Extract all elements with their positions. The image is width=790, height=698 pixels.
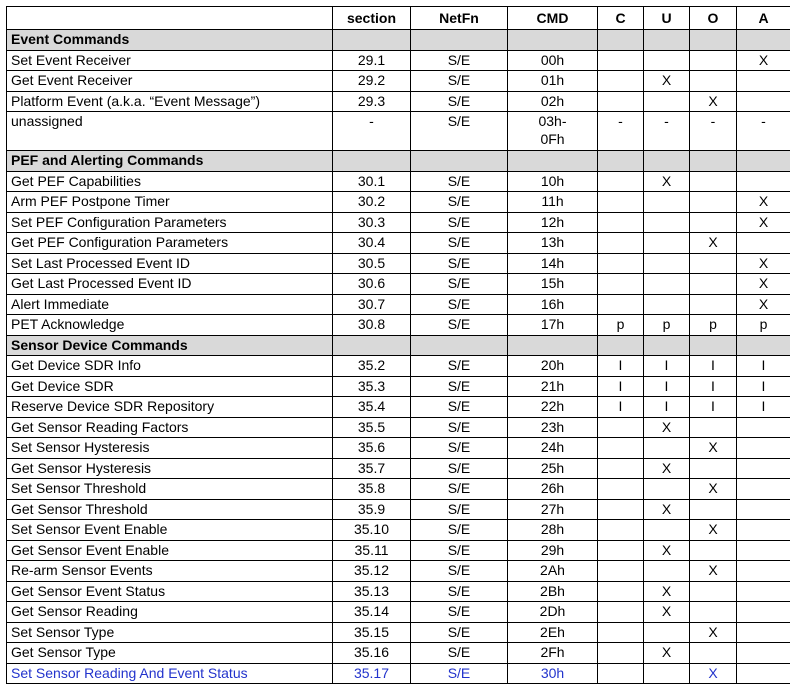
cell-netfn: S/E: [411, 294, 508, 315]
cell-c: [598, 274, 644, 295]
table-row: [7, 356, 790, 377]
cell-a: X: [737, 294, 790, 315]
cell-cmd: 2Eh: [508, 622, 598, 643]
cell-netfn: S/E: [411, 581, 508, 602]
table-row: [7, 274, 790, 295]
cell-section: 30.8: [333, 315, 411, 336]
cell-section: 29.3: [333, 91, 411, 112]
cell-c: [598, 663, 644, 684]
cell-a: I: [737, 356, 790, 377]
cell-cmd: 03h- 0Fh: [508, 112, 598, 151]
cell-u: X: [644, 581, 690, 602]
cell-command: Set Sensor Type: [7, 622, 333, 643]
cell-netfn: S/E: [411, 417, 508, 438]
cell-c: [598, 212, 644, 233]
table-row: [7, 581, 790, 602]
table-row: [7, 212, 790, 233]
group-header-row: [7, 30, 790, 51]
cell-section: 35.4: [333, 397, 411, 418]
cell-section: 29.2: [333, 71, 411, 92]
cell-cmd: 25h: [508, 458, 598, 479]
cell-cmd: 16h: [508, 294, 598, 315]
cell-o: [690, 499, 737, 520]
cell-cmd: 23h: [508, 417, 598, 438]
group-header-blank-cell: [737, 151, 790, 172]
cell-c: [598, 540, 644, 561]
cell-o: [690, 212, 737, 233]
cell-netfn: S/E: [411, 561, 508, 582]
cell-command: Get Device SDR Info: [7, 356, 333, 377]
cell-cmd: 2Bh: [508, 581, 598, 602]
cell-command: Set Sensor Hysteresis: [7, 438, 333, 459]
cell-command: Set Sensor Event Enable: [7, 520, 333, 541]
table-row: [7, 438, 790, 459]
cell-a: [737, 499, 790, 520]
table-row: [7, 192, 790, 213]
cell-c: [598, 71, 644, 92]
cell-cmd: 22h: [508, 397, 598, 418]
cell-section: 30.6: [333, 274, 411, 295]
table-row: [7, 253, 790, 274]
cell-a: I: [737, 397, 790, 418]
cell-command: Get Sensor Reading: [7, 602, 333, 623]
cell-o: [690, 50, 737, 71]
group-header-blank-cell: [411, 151, 508, 172]
cell-a: X: [737, 212, 790, 233]
cell-c: [598, 253, 644, 274]
cell-cmd: 13h: [508, 233, 598, 254]
table-row: [7, 540, 790, 561]
table-row: [7, 417, 790, 438]
cell-o: -: [690, 112, 737, 151]
cell-u: [644, 622, 690, 643]
cell-c: [598, 479, 644, 500]
cell-command: Get PEF Configuration Parameters: [7, 233, 333, 254]
cell-a: p: [737, 315, 790, 336]
cell-u: [644, 192, 690, 213]
cell-command: Get Sensor Reading Factors: [7, 417, 333, 438]
cell-cmd: 2Fh: [508, 643, 598, 664]
cell-a: X: [737, 192, 790, 213]
table-row: [7, 233, 790, 254]
cell-c: [598, 50, 644, 71]
header-o: O: [690, 7, 737, 30]
cell-netfn: S/E: [411, 397, 508, 418]
cell-u: X: [644, 499, 690, 520]
cell-cmd: 20h: [508, 356, 598, 377]
cell-section: 30.2: [333, 192, 411, 213]
cell-cmd: 01h: [508, 71, 598, 92]
cell-netfn: S/E: [411, 622, 508, 643]
table-row: [7, 71, 790, 92]
table-row: [7, 499, 790, 520]
cell-u: X: [644, 417, 690, 438]
cell-c: [598, 417, 644, 438]
cell-section: 35.12: [333, 561, 411, 582]
cell-section: 35.5: [333, 417, 411, 438]
cell-netfn: S/E: [411, 91, 508, 112]
cell-cmd: 24h: [508, 438, 598, 459]
cell-netfn: S/E: [411, 663, 508, 684]
cell-o: I: [690, 356, 737, 377]
cell-u: I: [644, 397, 690, 418]
cell-o: [690, 540, 737, 561]
cell-u: [644, 253, 690, 274]
cell-netfn: S/E: [411, 171, 508, 192]
cell-command: Set Sensor Reading And Event Status: [7, 663, 333, 684]
cell-netfn: S/E: [411, 315, 508, 336]
group-header-blank-cell: [690, 335, 737, 356]
cell-o: X: [690, 479, 737, 500]
cell-netfn: S/E: [411, 274, 508, 295]
cell-netfn: S/E: [411, 253, 508, 274]
cell-o: X: [690, 561, 737, 582]
cell-section: 30.5: [333, 253, 411, 274]
cell-command: Get Sensor Type: [7, 643, 333, 664]
cell-a: [737, 458, 790, 479]
cell-u: X: [644, 602, 690, 623]
cell-u: [644, 438, 690, 459]
cell-o: X: [690, 622, 737, 643]
table-row: [7, 643, 790, 664]
cell-command: Re-arm Sensor Events: [7, 561, 333, 582]
cell-o: X: [690, 663, 737, 684]
cell-section: 35.8: [333, 479, 411, 500]
cell-section: 35.14: [333, 602, 411, 623]
cell-u: [644, 233, 690, 254]
group-header-blank-cell: [737, 30, 790, 51]
cell-command: Set Last Processed Event ID: [7, 253, 333, 274]
group-header-row: [7, 335, 790, 356]
table-row: [7, 50, 790, 71]
cell-cmd: 21h: [508, 376, 598, 397]
cell-a: [737, 520, 790, 541]
cell-cmd: 26h: [508, 479, 598, 500]
table-row: [7, 622, 790, 643]
table-row: [7, 376, 790, 397]
cell-netfn: S/E: [411, 438, 508, 459]
cell-u: [644, 294, 690, 315]
cell-c: [598, 561, 644, 582]
cell-netfn: S/E: [411, 520, 508, 541]
cell-netfn: S/E: [411, 233, 508, 254]
cell-o: [690, 192, 737, 213]
cell-a: [737, 417, 790, 438]
cell-netfn: S/E: [411, 540, 508, 561]
cell-u: p: [644, 315, 690, 336]
cell-u: X: [644, 71, 690, 92]
group-header-row: [7, 151, 790, 172]
cell-netfn: S/E: [411, 192, 508, 213]
cell-c: I: [598, 376, 644, 397]
cell-u: [644, 91, 690, 112]
cell-a: [737, 540, 790, 561]
group-title: Sensor Device Commands: [7, 335, 333, 356]
cell-c: [598, 602, 644, 623]
table-row: [7, 91, 790, 112]
cell-a: [737, 561, 790, 582]
cell-a: [737, 479, 790, 500]
cell-u: [644, 663, 690, 684]
command-table: [6, 6, 790, 684]
cell-a: [737, 602, 790, 623]
cell-u: -: [644, 112, 690, 151]
table-body: [7, 30, 790, 684]
group-header-blank-cell: [598, 151, 644, 172]
header-section: section: [333, 7, 411, 30]
cell-cmd: 29h: [508, 540, 598, 561]
group-header-blank-cell: [644, 30, 690, 51]
cell-section: 35.10: [333, 520, 411, 541]
cell-o: X: [690, 233, 737, 254]
cell-section: 35.17: [333, 663, 411, 684]
cell-a: I: [737, 376, 790, 397]
cell-command: Set PEF Configuration Parameters: [7, 212, 333, 233]
table-row: [7, 112, 790, 151]
cell-command: Reserve Device SDR Repository: [7, 397, 333, 418]
cell-o: [690, 171, 737, 192]
cell-command: Platform Event (a.k.a. “Event Message”): [7, 91, 333, 112]
table-row: [7, 294, 790, 315]
cell-c: [598, 499, 644, 520]
group-header-blank-cell: [333, 335, 411, 356]
table-row: [7, 479, 790, 500]
cell-c: I: [598, 397, 644, 418]
group-title: PEF and Alerting Commands: [7, 151, 333, 172]
group-header-blank-cell: [598, 30, 644, 51]
cell-a: [737, 581, 790, 602]
cell-o: [690, 643, 737, 664]
group-header-blank-cell: [690, 151, 737, 172]
cell-c: [598, 622, 644, 643]
cell-o: X: [690, 520, 737, 541]
cell-u: [644, 561, 690, 582]
cell-c: [598, 294, 644, 315]
cell-a: [737, 622, 790, 643]
cell-a: [737, 663, 790, 684]
cell-o: X: [690, 91, 737, 112]
cell-section: -: [333, 112, 411, 151]
cell-section: 35.11: [333, 540, 411, 561]
cell-command: Get PEF Capabilities: [7, 171, 333, 192]
table-row: [7, 171, 790, 192]
cell-a: X: [737, 253, 790, 274]
cell-a: -: [737, 112, 790, 151]
cell-netfn: S/E: [411, 356, 508, 377]
cell-u: X: [644, 458, 690, 479]
cell-command: Alert Immediate: [7, 294, 333, 315]
group-header-blank-cell: [644, 335, 690, 356]
group-header-blank-cell: [333, 151, 411, 172]
cell-u: [644, 479, 690, 500]
cell-command: Get Device SDR: [7, 376, 333, 397]
cell-cmd: 14h: [508, 253, 598, 274]
cell-command: Get Event Receiver: [7, 71, 333, 92]
cell-u: X: [644, 171, 690, 192]
group-header-blank-cell: [690, 30, 737, 51]
header-name: [7, 7, 333, 30]
cell-c: [598, 438, 644, 459]
group-header-blank-cell: [598, 335, 644, 356]
cell-c: [598, 233, 644, 254]
cell-a: [737, 438, 790, 459]
cell-cmd: 2Ah: [508, 561, 598, 582]
cell-command: Get Sensor Hysteresis: [7, 458, 333, 479]
cell-cmd: 27h: [508, 499, 598, 520]
cell-command: Get Last Processed Event ID: [7, 274, 333, 295]
cell-a: [737, 171, 790, 192]
cell-netfn: S/E: [411, 602, 508, 623]
cell-command: Set Sensor Threshold: [7, 479, 333, 500]
header-cmd: CMD: [508, 7, 598, 30]
group-header-blank-cell: [737, 335, 790, 356]
cell-a: [737, 233, 790, 254]
cell-netfn: S/E: [411, 499, 508, 520]
cell-u: [644, 274, 690, 295]
cell-command: Get Sensor Event Enable: [7, 540, 333, 561]
cell-section: 35.3: [333, 376, 411, 397]
cell-u: [644, 520, 690, 541]
cell-a: [737, 71, 790, 92]
cell-netfn: S/E: [411, 212, 508, 233]
cell-cmd: 2Dh: [508, 602, 598, 623]
cell-section: 30.4: [333, 233, 411, 254]
cell-cmd: 30h: [508, 663, 598, 684]
cell-c: [598, 458, 644, 479]
group-header-blank-cell: [644, 151, 690, 172]
cell-cmd: 11h: [508, 192, 598, 213]
cell-u: X: [644, 643, 690, 664]
cell-o: p: [690, 315, 737, 336]
cell-cmd: 17h: [508, 315, 598, 336]
cell-netfn: S/E: [411, 112, 508, 151]
cell-section: 35.15: [333, 622, 411, 643]
cell-a: X: [737, 274, 790, 295]
cell-c: p: [598, 315, 644, 336]
group-header-blank-cell: [508, 151, 598, 172]
cell-u: I: [644, 376, 690, 397]
cell-netfn: S/E: [411, 643, 508, 664]
cell-section: 35.7: [333, 458, 411, 479]
table-row: [7, 520, 790, 541]
table-row: [7, 561, 790, 582]
cell-o: X: [690, 438, 737, 459]
cell-o: I: [690, 397, 737, 418]
cell-netfn: S/E: [411, 50, 508, 71]
cell-o: [690, 581, 737, 602]
table-row: [7, 602, 790, 623]
cell-u: [644, 50, 690, 71]
table-row: [7, 663, 790, 684]
cell-c: [598, 192, 644, 213]
cell-cmd: 12h: [508, 212, 598, 233]
cell-section: 35.2: [333, 356, 411, 377]
cell-netfn: S/E: [411, 479, 508, 500]
cell-c: [598, 520, 644, 541]
group-header-blank-cell: [508, 30, 598, 51]
group-header-blank-cell: [333, 30, 411, 51]
cell-cmd: 02h: [508, 91, 598, 112]
cell-command: unassigned: [7, 112, 333, 151]
cell-c: [598, 91, 644, 112]
cell-a: X: [737, 50, 790, 71]
cell-netfn: S/E: [411, 376, 508, 397]
cell-c: [598, 171, 644, 192]
cell-cmd: 10h: [508, 171, 598, 192]
cell-command: Get Sensor Threshold: [7, 499, 333, 520]
cell-cmd: 28h: [508, 520, 598, 541]
cell-command: Set Event Receiver: [7, 50, 333, 71]
cell-section: 30.3: [333, 212, 411, 233]
table-row: [7, 397, 790, 418]
cell-o: [690, 71, 737, 92]
cell-section: 29.1: [333, 50, 411, 71]
cell-a: [737, 91, 790, 112]
cell-u: [644, 212, 690, 233]
cell-c: -: [598, 112, 644, 151]
header-u: U: [644, 7, 690, 30]
cell-command: Arm PEF Postpone Timer: [7, 192, 333, 213]
cell-cmd: 15h: [508, 274, 598, 295]
cell-o: [690, 274, 737, 295]
cell-command: Get Sensor Event Status: [7, 581, 333, 602]
group-header-blank-cell: [508, 335, 598, 356]
cell-section: 35.13: [333, 581, 411, 602]
group-title: Event Commands: [7, 30, 333, 51]
cell-o: [690, 602, 737, 623]
cell-command: PET Acknowledge: [7, 315, 333, 336]
cell-section: 30.1: [333, 171, 411, 192]
cell-u: X: [644, 540, 690, 561]
cell-section: 35.16: [333, 643, 411, 664]
cell-a: [737, 643, 790, 664]
cell-section: 35.6: [333, 438, 411, 459]
group-header-blank-cell: [411, 335, 508, 356]
cell-o: [690, 294, 737, 315]
table-row: [7, 458, 790, 479]
cell-section: 35.9: [333, 499, 411, 520]
cell-o: [690, 253, 737, 274]
cell-section: 30.7: [333, 294, 411, 315]
cell-c: [598, 581, 644, 602]
cell-netfn: S/E: [411, 458, 508, 479]
cell-c: [598, 643, 644, 664]
cell-u: I: [644, 356, 690, 377]
cell-o: [690, 417, 737, 438]
cell-netfn: S/E: [411, 71, 508, 92]
cell-o: I: [690, 376, 737, 397]
header-a: A: [737, 7, 790, 30]
header-row: [7, 7, 790, 30]
cell-c: I: [598, 356, 644, 377]
group-header-blank-cell: [411, 30, 508, 51]
header-netfn: NetFn: [411, 7, 508, 30]
cell-o: [690, 458, 737, 479]
header-c: C: [598, 7, 644, 30]
cell-cmd: 00h: [508, 50, 598, 71]
table-row: [7, 315, 790, 336]
